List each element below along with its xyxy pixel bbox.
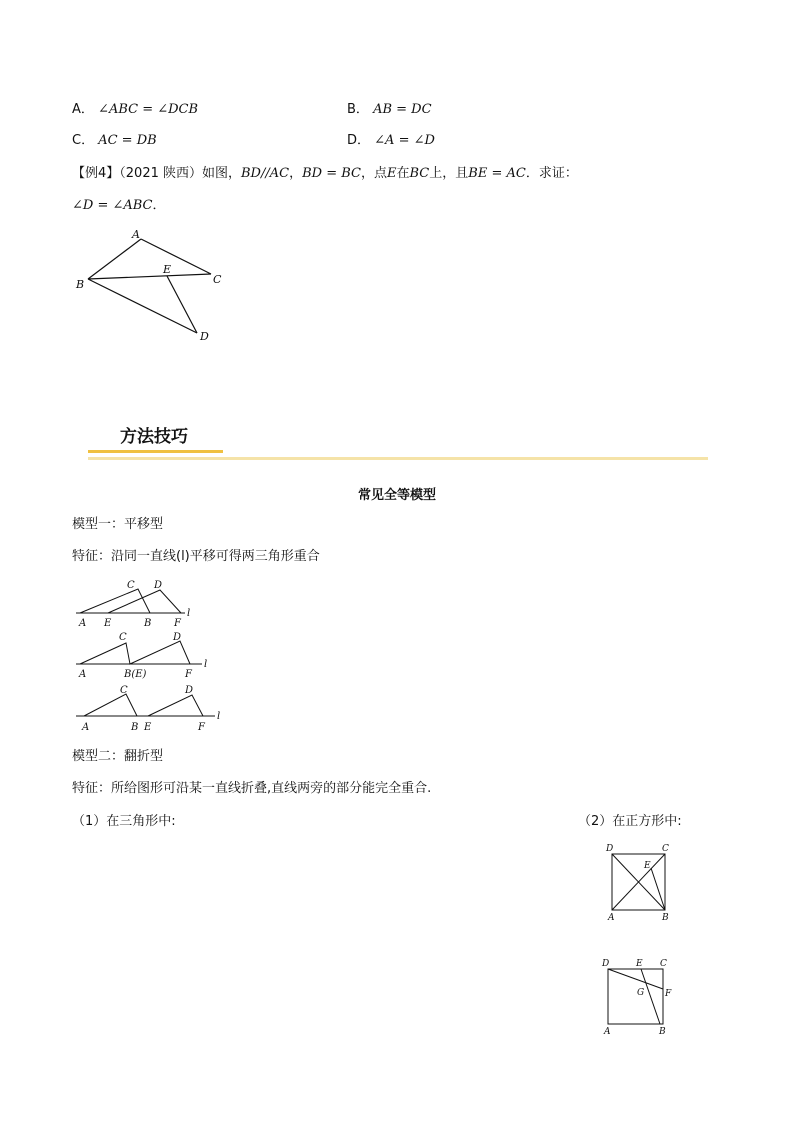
fig3-label-d: D bbox=[185, 685, 194, 696]
option-d-expr: ∠A = ∠D bbox=[374, 133, 435, 148]
example4-mid: ，点 bbox=[360, 166, 387, 181]
models-heading: 常见全等模型 bbox=[357, 488, 436, 503]
sq2-label-f: F bbox=[665, 989, 672, 999]
fig2-label-be: B(E) bbox=[124, 669, 147, 680]
model1-feature: 特征：沿同一直线(l)平移可得两三角形重合 bbox=[72, 549, 320, 564]
fig1-label-a: A bbox=[79, 618, 87, 629]
square-figure-2 bbox=[598, 953, 683, 1043]
case2-label: （2）在正方形中: bbox=[578, 814, 682, 829]
sq2-label-e: E bbox=[636, 959, 643, 969]
sq2-label-b: B bbox=[659, 1027, 666, 1037]
option-b-expr: AB = DC bbox=[373, 102, 432, 117]
fig3-label-l: l bbox=[217, 711, 221, 722]
sq2-label-g: G bbox=[637, 988, 645, 998]
option-b bbox=[347, 102, 432, 118]
fig3-label-b: B bbox=[131, 722, 139, 733]
segment-bc bbox=[88, 274, 211, 279]
option-a bbox=[72, 102, 198, 118]
label-e: E bbox=[163, 263, 172, 276]
fig1-label-e: E bbox=[104, 618, 112, 629]
fig2-label-a: A bbox=[79, 669, 87, 680]
example4-mid3: 上，且 bbox=[429, 166, 469, 181]
sq1-label-d: D bbox=[606, 844, 614, 854]
fig2-label-l: l bbox=[204, 659, 208, 670]
option-a-expr: ∠ABC = ∠DCB bbox=[98, 102, 199, 117]
example4-cond3: BE = AC bbox=[468, 166, 526, 181]
example4-mid2: 在 bbox=[396, 166, 410, 181]
label-c: C bbox=[213, 273, 222, 286]
segment-bd bbox=[88, 279, 197, 333]
sq1-label-a: A bbox=[608, 913, 615, 923]
sq1-label-b: B bbox=[662, 913, 669, 923]
example4-point-e: E bbox=[386, 166, 397, 181]
sq1-label-e: E bbox=[644, 861, 651, 871]
example4-goal-end: ． bbox=[152, 198, 166, 213]
section-title-box bbox=[88, 418, 223, 453]
option-d bbox=[347, 133, 435, 149]
option-c bbox=[72, 133, 157, 149]
example4-source: （2021 陕西）如图， bbox=[119, 166, 241, 181]
sq2-label-a: A bbox=[604, 1027, 611, 1037]
example4-goal: ∠D = ∠ABC bbox=[72, 198, 153, 213]
sq2-label-c: C bbox=[660, 959, 667, 969]
example4-tail: ．求证： bbox=[525, 166, 578, 181]
model1-title: 模型一：平移型 bbox=[72, 517, 164, 532]
fig3-label-a: A bbox=[82, 722, 90, 733]
fig2-label-f: F bbox=[185, 669, 192, 680]
option-a-letter: A． bbox=[72, 102, 94, 117]
label-d: D bbox=[200, 330, 209, 343]
fig1-label-l: l bbox=[187, 608, 191, 619]
example4-cond2: BD = BC bbox=[302, 166, 361, 181]
section-divider bbox=[88, 457, 708, 460]
segment-ba bbox=[88, 239, 141, 279]
case1-label: （1）在三角形中: bbox=[72, 814, 176, 829]
option-c-expr: AC = DB bbox=[98, 133, 157, 148]
fig3-label-e: E bbox=[144, 722, 152, 733]
sq2-label-d: D bbox=[602, 959, 610, 969]
segment-ac bbox=[141, 239, 211, 274]
example4-line1 bbox=[72, 166, 578, 182]
option-d-letter: D． bbox=[347, 133, 371, 148]
section-title: 方法技巧 bbox=[120, 427, 188, 447]
fig1-label-f: F bbox=[174, 618, 181, 629]
fig3-label-c: C bbox=[120, 685, 128, 696]
option-b-letter: B． bbox=[347, 102, 369, 117]
sq1-label-c: C bbox=[662, 844, 669, 854]
square-figure-1 bbox=[598, 838, 683, 928]
example4-cond1: BD//AC bbox=[241, 166, 290, 181]
fig3-label-f: F bbox=[198, 722, 205, 733]
segment-ed bbox=[167, 276, 197, 333]
fig2-label-c: C bbox=[119, 632, 127, 643]
model2-title: 模型二：翻折型 bbox=[72, 749, 164, 764]
example4-sep1: ， bbox=[289, 166, 303, 181]
example4-tag: 【例4】 bbox=[72, 166, 120, 181]
example4-figure bbox=[70, 225, 230, 345]
fig2-label-d: D bbox=[173, 632, 182, 643]
example4-seg: BC bbox=[409, 166, 430, 181]
fig1-label-b: B bbox=[144, 618, 152, 629]
translation-figures bbox=[70, 575, 230, 735]
option-c-letter: C． bbox=[72, 133, 95, 148]
label-a: A bbox=[132, 228, 140, 241]
fig1-label-c: C bbox=[127, 580, 135, 591]
label-b: B bbox=[76, 278, 85, 291]
fig1-label-d: D bbox=[154, 580, 163, 591]
example4-line2 bbox=[72, 198, 166, 214]
model2-feature: 特征：所给图形可沿某一直线折叠,直线两旁的部分能完全重合. bbox=[72, 781, 432, 796]
